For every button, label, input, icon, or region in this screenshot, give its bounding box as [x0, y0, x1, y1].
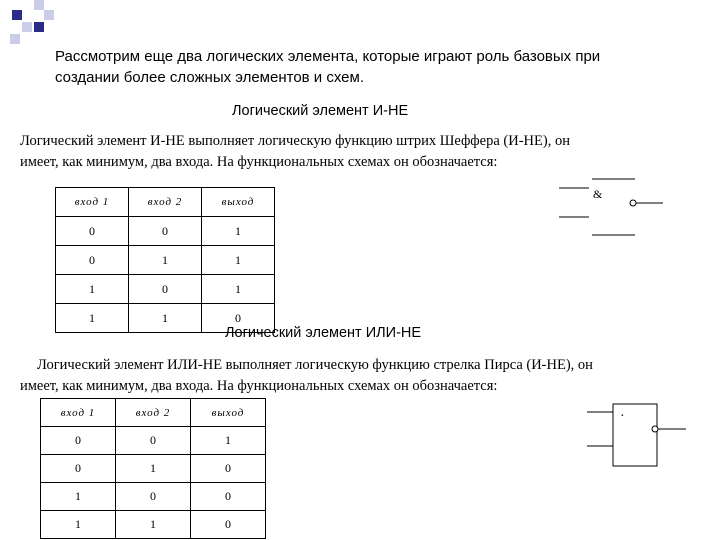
table-cell: 1: [202, 217, 275, 246]
intro-line-2: создании более сложных элементов и схем.: [55, 69, 365, 86]
inversion-bubble-icon: [630, 200, 636, 206]
nor-heading: Логический элемент ИЛИ-НЕ: [225, 325, 422, 341]
table-cell: 0: [41, 427, 116, 455]
table-cell: 0: [202, 304, 275, 333]
header-output: выход: [202, 188, 275, 217]
table-row: [56, 246, 275, 275]
nor-paragraph-line-2: имеет, как минимум, два входа. На функциональных схемах он обозначается:: [20, 378, 498, 394]
nand-gate-symbol: [555, 175, 665, 240]
table-cell: 0: [56, 246, 129, 275]
nand-paragraph-line-1: Логический элемент И-НЕ выполняет логическую функцию штрих Шеффера (И-НЕ), он: [20, 133, 570, 149]
header-input-2: вход 2: [129, 188, 202, 217]
nand-truth-table: [55, 187, 275, 333]
table-cell: 1: [202, 246, 275, 275]
table-cell: 0: [116, 427, 191, 455]
table-cell: 1: [41, 483, 116, 511]
table-cell: 1: [129, 246, 202, 275]
table-cell: 1: [116, 455, 191, 483]
nor-gate-symbol: [585, 402, 690, 468]
nor-symbol-label: ·: [620, 409, 625, 424]
header-input-1: вход 1: [56, 188, 129, 217]
table-cell: 1: [56, 275, 129, 304]
header-input-1: вход 1: [41, 399, 116, 427]
nand-paragraph-line-2: имеет, как минимум, два входа. На функциональных схемах он обозначается:: [20, 154, 498, 170]
table-cell: 1: [202, 275, 275, 304]
nor-paragraph: [20, 355, 593, 397]
table-cell: 1: [129, 304, 202, 333]
header-input-2: вход 2: [116, 399, 191, 427]
table-cell: 0: [191, 455, 266, 483]
inversion-bubble-icon: [652, 426, 658, 432]
intro-line-1: Рассмотрим еще два логических элемента, которые играют роль базовых при: [55, 48, 601, 65]
table-cell: 0: [56, 217, 129, 246]
table-cell: 1: [191, 427, 266, 455]
table-header-row: [56, 188, 275, 217]
table-cell: 0: [191, 483, 266, 511]
table-row: [41, 483, 266, 511]
table-cell: 1: [41, 511, 116, 539]
table-row: [56, 275, 275, 304]
table-cell: 0: [116, 483, 191, 511]
intro-text: [55, 46, 600, 88]
table-cell: 1: [56, 304, 129, 333]
table-cell: 0: [129, 217, 202, 246]
nor-paragraph-line-1: Логический элемент ИЛИ-НЕ выполняет логическую функцию стрелка Пирса (И-НЕ), он: [37, 357, 593, 373]
table-row: [41, 511, 266, 539]
table-row: [41, 427, 266, 455]
table-cell: 0: [191, 511, 266, 539]
nand-paragraph: [20, 131, 570, 173]
nand-symbol-label: &: [593, 187, 603, 201]
table-header-row: [41, 399, 266, 427]
header-output: выход: [191, 399, 266, 427]
table-cell: 0: [129, 275, 202, 304]
table-cell: 0: [41, 455, 116, 483]
table-row: [56, 217, 275, 246]
table-row: [41, 455, 266, 483]
nand-heading: Логический элемент И-НЕ: [232, 103, 409, 119]
nor-truth-table: [40, 398, 266, 539]
table-cell: 1: [116, 511, 191, 539]
